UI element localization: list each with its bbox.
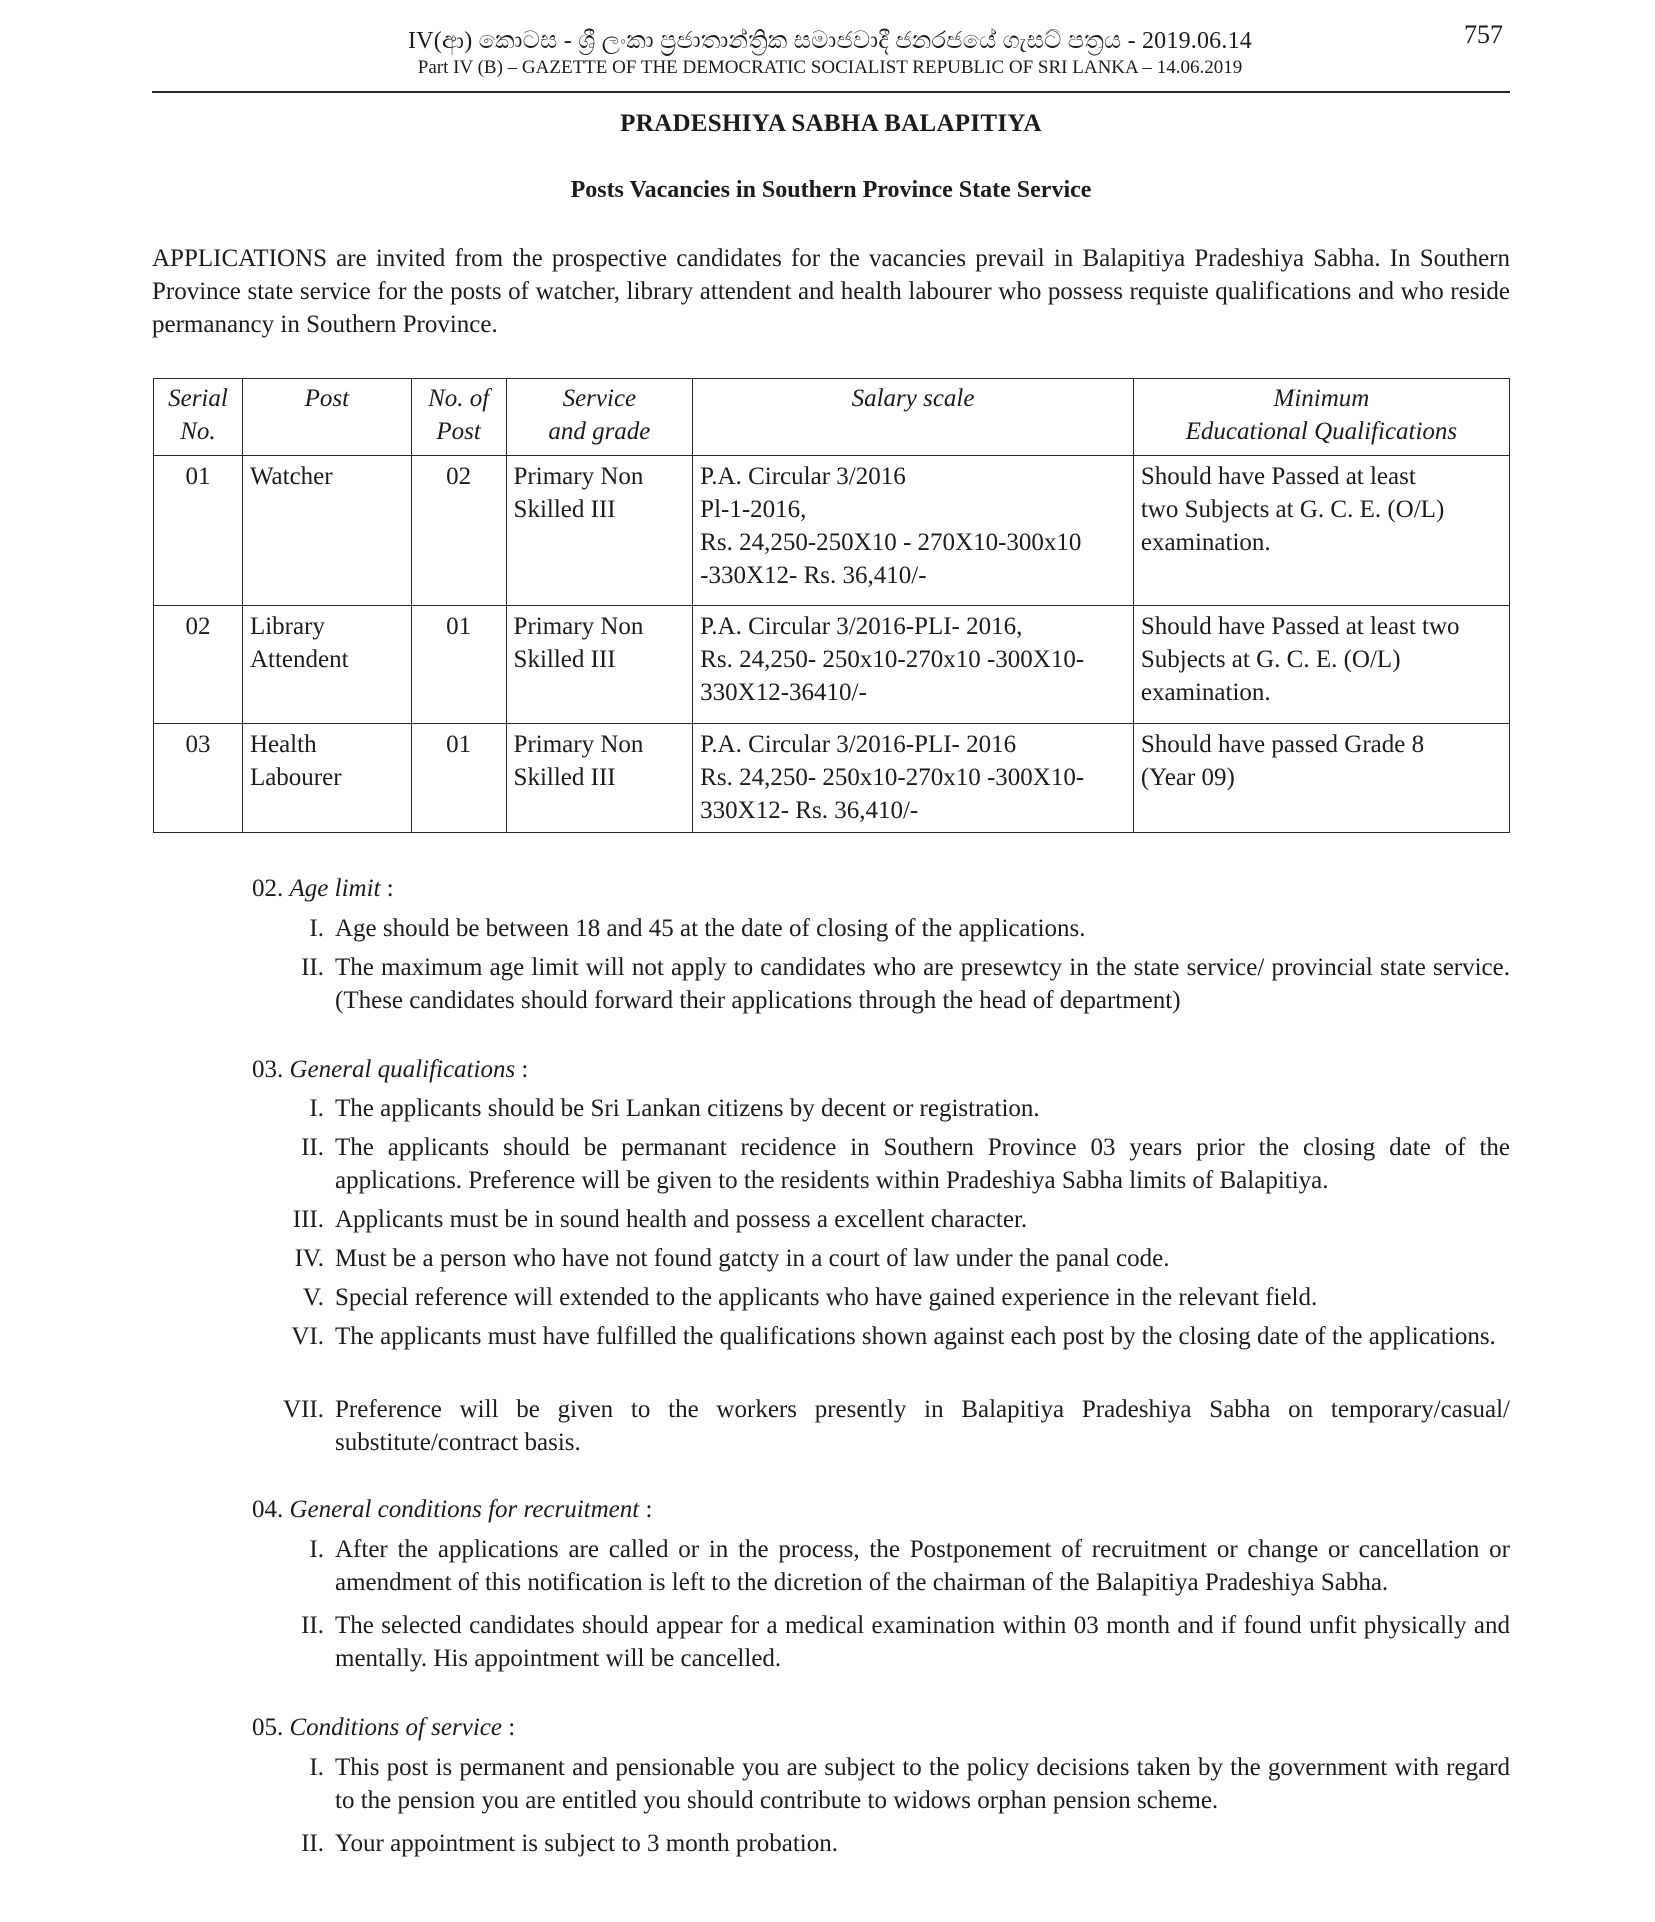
page-title: PRADESHIYA SABHA BALAPITIYA [620, 110, 1042, 137]
section-title: General qualifications [289, 1056, 516, 1083]
item-text: Preference will be given to the workers presently in Balapitiya Pradeshiya Sabha on temporary/casual/ substitute/contract basis. [335, 1396, 1510, 1456]
item-text: Special reference will extended to the applicants who have gained experience in the relevant field. [335, 1284, 1318, 1311]
section-title: Conditions of service [289, 1714, 502, 1741]
header-service: Service and grade [506, 379, 693, 456]
cell-salary: P.A. Circular 3/2016 Pl-1-2016, Rs. 24,250-250X10 - 270X10-300x10 -330X12- Rs. 36,410/- [693, 456, 1134, 606]
item-text: Age should be between 18 and 45 at the date of closing of the applications. [335, 915, 1086, 942]
header-no-of-post: No. of Post [411, 379, 506, 456]
cell-no-of-post: 02 [411, 456, 506, 606]
header-rule [152, 91, 1510, 93]
section-heading: 03. General qualifications : [252, 1056, 529, 1083]
cell-qualifications: Should have passed Grade 8 (Year 09) [1133, 724, 1509, 833]
cell-service: Primary Non Skilled III [506, 456, 693, 606]
cell-qualifications: Should have Passed at least two Subjects at G. C. E. (O/L) examination. [1133, 606, 1509, 724]
item-text: The maximum age limit will not apply to candidates who are presewtcy in the state service/ provincial state service.(These candidates should forward their applications through the head of department) [335, 954, 1510, 1014]
header-sinhala-line: IV(ආ) කොටස - ශ්‍රී ලංකා ප්‍රජාතාන්ත්‍රික සමාජවාදී ජනරජයේ ගැසට් පත්‍රය - 2019.06.14 [408, 28, 1252, 54]
cell-post: Health Labourer [242, 724, 411, 833]
item-text: After the applications are called or in the process, the Postponement of recruitment or change or cancellation or amendment of this notification is left to the dicretion of the chairman of the Balapitiya Pradeshiya Sabha. [335, 1536, 1510, 1596]
item-number: IV. [294, 1245, 324, 1272]
vacancies-table [153, 378, 1510, 833]
cell-salary: P.A. Circular 3/2016-PLI- 2016 Rs. 24,250- 250x10-270x10 -300X10- 330X12- Rs. 36,410/- [693, 724, 1134, 833]
item-number: VI. [291, 1323, 324, 1350]
item-text: Applicants must be in sound health and possess a excellent character. [335, 1206, 1028, 1233]
cell-serial: 03 [154, 724, 243, 833]
section-title: Age limit [289, 875, 381, 902]
section-number: 03. [252, 1056, 284, 1083]
section-number: 02. [252, 875, 284, 902]
item-number: II. [301, 1612, 324, 1639]
table-row [154, 724, 1510, 833]
section-number: 05. [252, 1714, 284, 1741]
item-number: II. [301, 954, 324, 981]
page-number: 757 [1464, 20, 1503, 49]
header-english-line: Part IV (B) – GAZETTE OF THE DEMOCRATIC SOCIALIST REPUBLIC OF SRI LANKA – 14.06.2019 [417, 57, 1243, 78]
cell-post: Watcher [242, 456, 411, 606]
item-number: III. [292, 1206, 324, 1233]
cell-no-of-post: 01 [411, 724, 506, 833]
item-text: The selected candidates should appear for a medical examination within 03 month and if found unfit physically and mentally. His appointment will be cancelled. [335, 1612, 1510, 1672]
table-row [154, 606, 1510, 724]
header-salary: Salary scale [693, 379, 1134, 456]
section-title: General conditions for recruitment [289, 1496, 640, 1523]
section-heading: 02. Age limit : [252, 875, 394, 902]
intro-paragraph: APPLICATIONS are invited from the prospective candidates for the vacancies prevail in Balapitiya Pradeshiya Sabha. In Southern Province state service for the posts of watcher, library attendent and health labourer who possess requiste qualifications and who reside permanancy in Southern Province. [152, 245, 1510, 338]
table-row [154, 456, 1510, 606]
cell-qualifications: Should have Passed at least two Subjects at G. C. E. (O/L) examination. [1133, 456, 1509, 606]
page-subtitle: Posts Vacancies in Southern Province State Service [570, 177, 1092, 203]
item-number: I. [309, 1754, 324, 1781]
cell-service: Primary Non Skilled III [506, 606, 693, 724]
cell-serial: 01 [154, 456, 243, 606]
item-number: II. [301, 1134, 324, 1161]
item-number: II. [301, 1830, 324, 1857]
running-header [150, 26, 1510, 80]
cell-post: Library Attendent [242, 606, 411, 724]
cell-serial: 02 [154, 606, 243, 724]
item-text: The applicants should be Sri Lankan citizens by decent or registration. [335, 1095, 1040, 1122]
cell-service: Primary Non Skilled III [506, 724, 693, 833]
item-text: The applicants should be permanant recidence in Southern Province 03 years prior the closing date of the applications. Preference will be given to the residents within Pradeshiya Sabha limits of Balapitiya. [335, 1134, 1510, 1194]
item-number: VII. [283, 1396, 324, 1423]
header-serial: Serial No. [154, 379, 243, 456]
header-qualifications: Minimum Educational Qualifications [1133, 379, 1509, 456]
item-text: This post is permanent and pensionable you are subject to the policy decisions taken by the government with regard to the pension you are entitled you should contribute to widows orphan pension scheme. [335, 1754, 1510, 1814]
item-text: The applicants must have fulfilled the qualifications shown against each post by the closing date of the applications. [335, 1323, 1496, 1350]
cell-salary: P.A. Circular 3/2016-PLI- 2016, Rs. 24,250- 250x10-270x10 -300X10- 330X12-36410/- [693, 606, 1134, 724]
cell-no-of-post: 01 [411, 606, 506, 724]
item-number: V. [302, 1284, 324, 1311]
item-number: I. [309, 1095, 324, 1122]
item-text: Must be a person who have not found gatcty in a court of law under the panal code. [335, 1245, 1170, 1272]
item-text: Your appointment is subject to 3 month probation. [335, 1830, 838, 1857]
section-number: 04. [252, 1496, 284, 1523]
item-number: I. [309, 915, 324, 942]
section-heading: 05. Conditions of service : [252, 1714, 516, 1741]
item-number: I. [309, 1536, 324, 1563]
section-heading: 04. General conditions for recruitment : [252, 1496, 653, 1523]
table-header-row [154, 379, 1510, 456]
header-post: Post [242, 379, 411, 456]
